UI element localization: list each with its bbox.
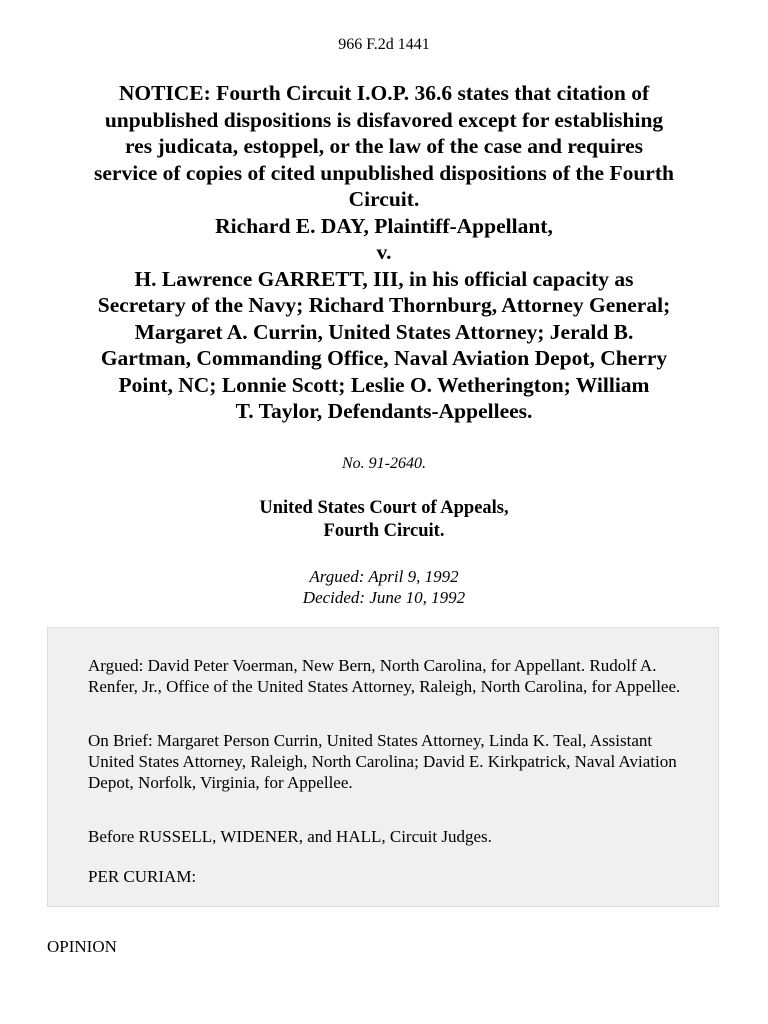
versus-line: v. — [376, 240, 392, 264]
defendants-line: Gartman, Commanding Office, Naval Aviation Depot, Cherry — [100, 346, 668, 370]
judges-line: Before RUSSELL, WIDENER, and HALL, Circuit Judges. — [88, 827, 492, 846]
argued-date: Argued: April 9, 1992 — [309, 567, 459, 586]
case-dates — [0, 566, 768, 608]
defendants-line: Margaret A. Currin, United States Attorney; Jerald B. — [134, 319, 634, 344]
opinion-heading: OPINION — [47, 937, 117, 956]
court-line: United States Court of Appeals, — [259, 498, 509, 518]
defendants-line: Secretary of the Navy; Richard Thornburg, Attorney General; — [97, 293, 671, 317]
notice-line: Circuit. — [348, 187, 420, 211]
counsel-panel — [47, 627, 719, 907]
defendants-line: T. Taylor, Defendants-Appellees. — [235, 399, 533, 423]
plaintiff-line: Richard E. DAY, Plaintiff-Appellant, — [215, 213, 553, 238]
per-curiam: PER CURIAM: — [88, 867, 197, 886]
docket-number: No. 91-2640. — [342, 455, 426, 472]
notice-line: res judicata, estoppel, or the law of the case and requires — [125, 134, 643, 158]
court-line: Fourth Circuit. — [323, 521, 445, 541]
defendants-line: Point, NC; Lonnie Scott; Leslie O. Wetherington; William — [118, 372, 650, 397]
argued-counsel: Argued: David Peter Voerman, New Bern, North Carolina, for Appellant. Rudolf A. Renfer, Jr., Office of the United States Attorney, Raleigh, North Carolina, for Appellee. — [88, 656, 681, 696]
decided-date: Decided: June 10, 1992 — [302, 588, 466, 607]
notice-line: unpublished dispositions is disfavored except for establishing — [104, 107, 664, 132]
case-citation: 966 F.2d 1441 — [338, 36, 430, 53]
on-brief-counsel: On Brief: Margaret Person Currin, United States Attorney, Linda K. Teal, Assistant United States Attorney, Raleigh, North Carolina; David E. Kirkpatrick, Naval Aviation Depot, Norfolk, Virginia, for Appellee. — [88, 731, 677, 792]
court-name — [0, 497, 768, 543]
notice-line: NOTICE: Fourth Circuit I.O.P. 36.6 states that citation of — [118, 81, 650, 105]
notice-line: service of copies of cited unpublished dispositions of the Fourth — [94, 160, 674, 185]
case-caption — [40, 80, 728, 425]
defendants-line: H. Lawrence GARRETT, III, in his official capacity as — [134, 266, 634, 291]
